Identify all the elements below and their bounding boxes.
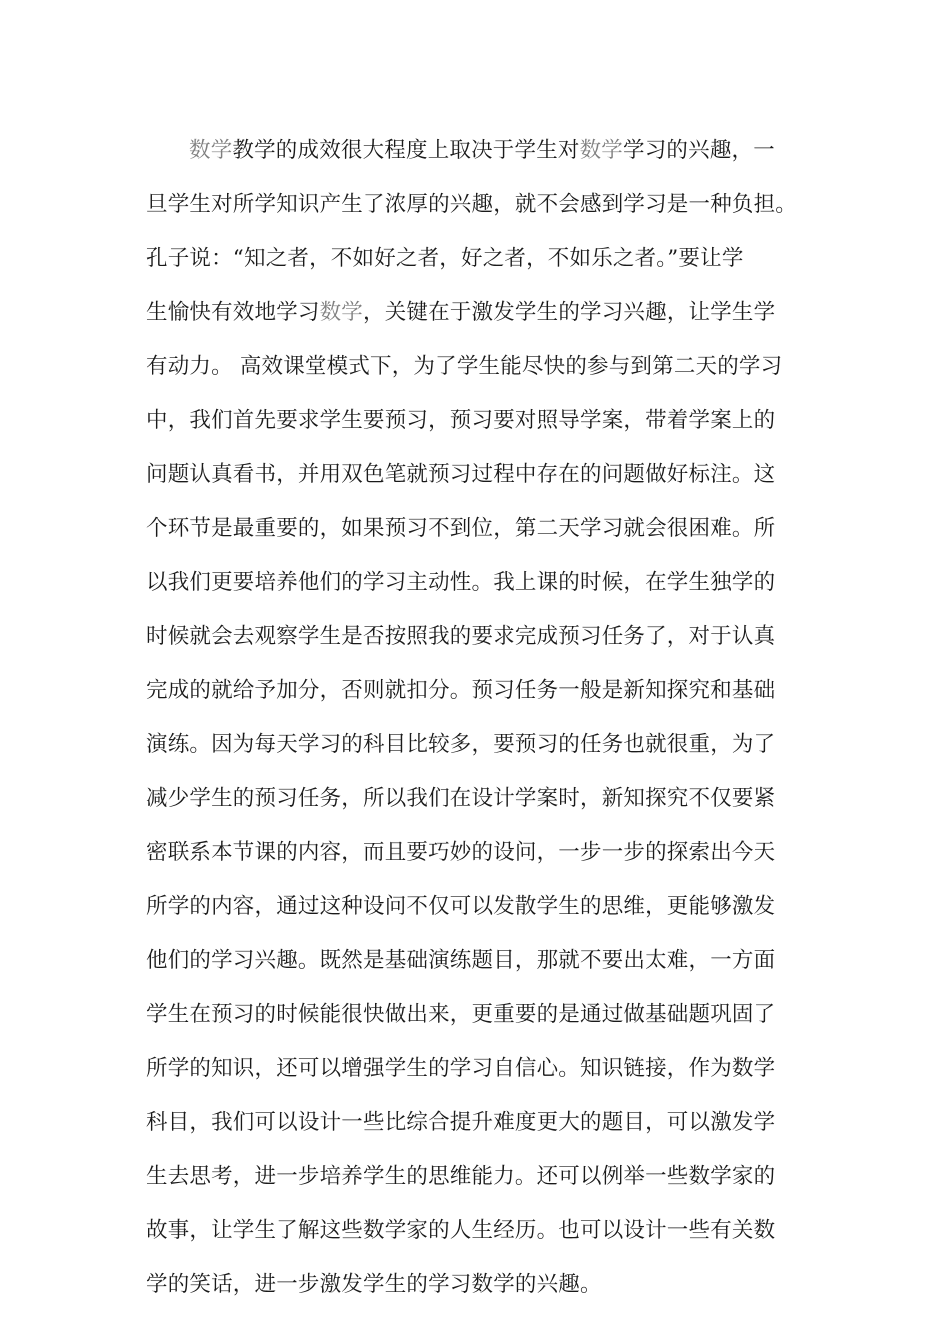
text-span: 生愉快有效地学习 <box>146 300 320 325</box>
text-line: 问题认真看书，并用双色笔就预习过程中存在的问题做好标注。这 <box>146 462 776 487</box>
highlighted-word: 数学 <box>579 138 624 163</box>
text-line: 孔子说：“知之者，不如好之者，好之者，不如乐之者。”要让学 <box>146 246 744 271</box>
text-line: 完成的就给予加分，否则就扣分。预习任务一般是新知探究和基础 <box>146 678 776 703</box>
text-line: 学生在预习的时候能很快做出来，更重要的是通过做基础题巩固了 <box>146 1002 776 1027</box>
text-line: 学的笑话，进一步激发学生的学习数学的兴趣。 <box>146 1272 602 1297</box>
text-span: ，关键在于激发学生的学习兴趣，让学生学 <box>363 300 776 325</box>
text-line: 演练。因为每天学习的科目比较多，要预习的任务也就很重，为了 <box>146 732 776 757</box>
text-line: 旦学生对所学知识产生了浓厚的兴趣，就不会感到学习是一种负担。 <box>146 192 798 217</box>
text-line: 中，我们首先要求学生要预习，预习要对照导学案，带着学案上的 <box>146 408 776 433</box>
text-line <box>146 286 806 340</box>
text-line: 故事，让学生了解这些数学家的人生经历。也可以设计一些有关数 <box>146 1218 776 1243</box>
highlighted-word: 数学 <box>189 138 233 163</box>
body-paragraph <box>146 124 806 1312</box>
text-line <box>146 124 806 178</box>
text-line: 密联系本节课的内容，而且要巧妙的设问，一步一步的探索出今天 <box>146 840 776 865</box>
text-line: 个环节是最重要的，如果预习不到位，第二天学习就会很困难。所 <box>146 516 776 541</box>
text-line: 科目，我们可以设计一些比综合提升难度更大的题目，可以激发学 <box>146 1110 776 1135</box>
text-line: 时候就会去观察学生是否按照我的要求完成预习任务了，对于认真 <box>146 624 776 649</box>
text-line: 他们的学习兴趣。既然是基础演练题目，那就不要出太难，一方面 <box>146 948 776 973</box>
text-line: 减少学生的预习任务，所以我们在设计学案时，新知探究不仅要紧 <box>146 786 776 811</box>
text-line: 有动力。 高效课堂模式下，为了学生能尽快的参与到第二天的学习 <box>146 354 783 379</box>
text-line: 以我们更要培养他们的学习主动性。我上课的时候，在学生独学的 <box>146 570 776 595</box>
text-span: 学习的兴趣，一 <box>623 138 775 163</box>
text-span: 教学的成效很大程度上取决于学生对 <box>232 138 580 163</box>
text-line: 生去思考，进一步培养学生的思维能力。还可以例举一些数学家的 <box>146 1164 776 1189</box>
highlighted-word: 数学 <box>319 300 364 325</box>
text-line: 所学的内容，通过这种设问不仅可以发散学生的思维，更能够激发 <box>146 894 776 919</box>
text-line: 所学的知识，还可以增强学生的学习自信心。知识链接，作为数学 <box>146 1056 776 1081</box>
